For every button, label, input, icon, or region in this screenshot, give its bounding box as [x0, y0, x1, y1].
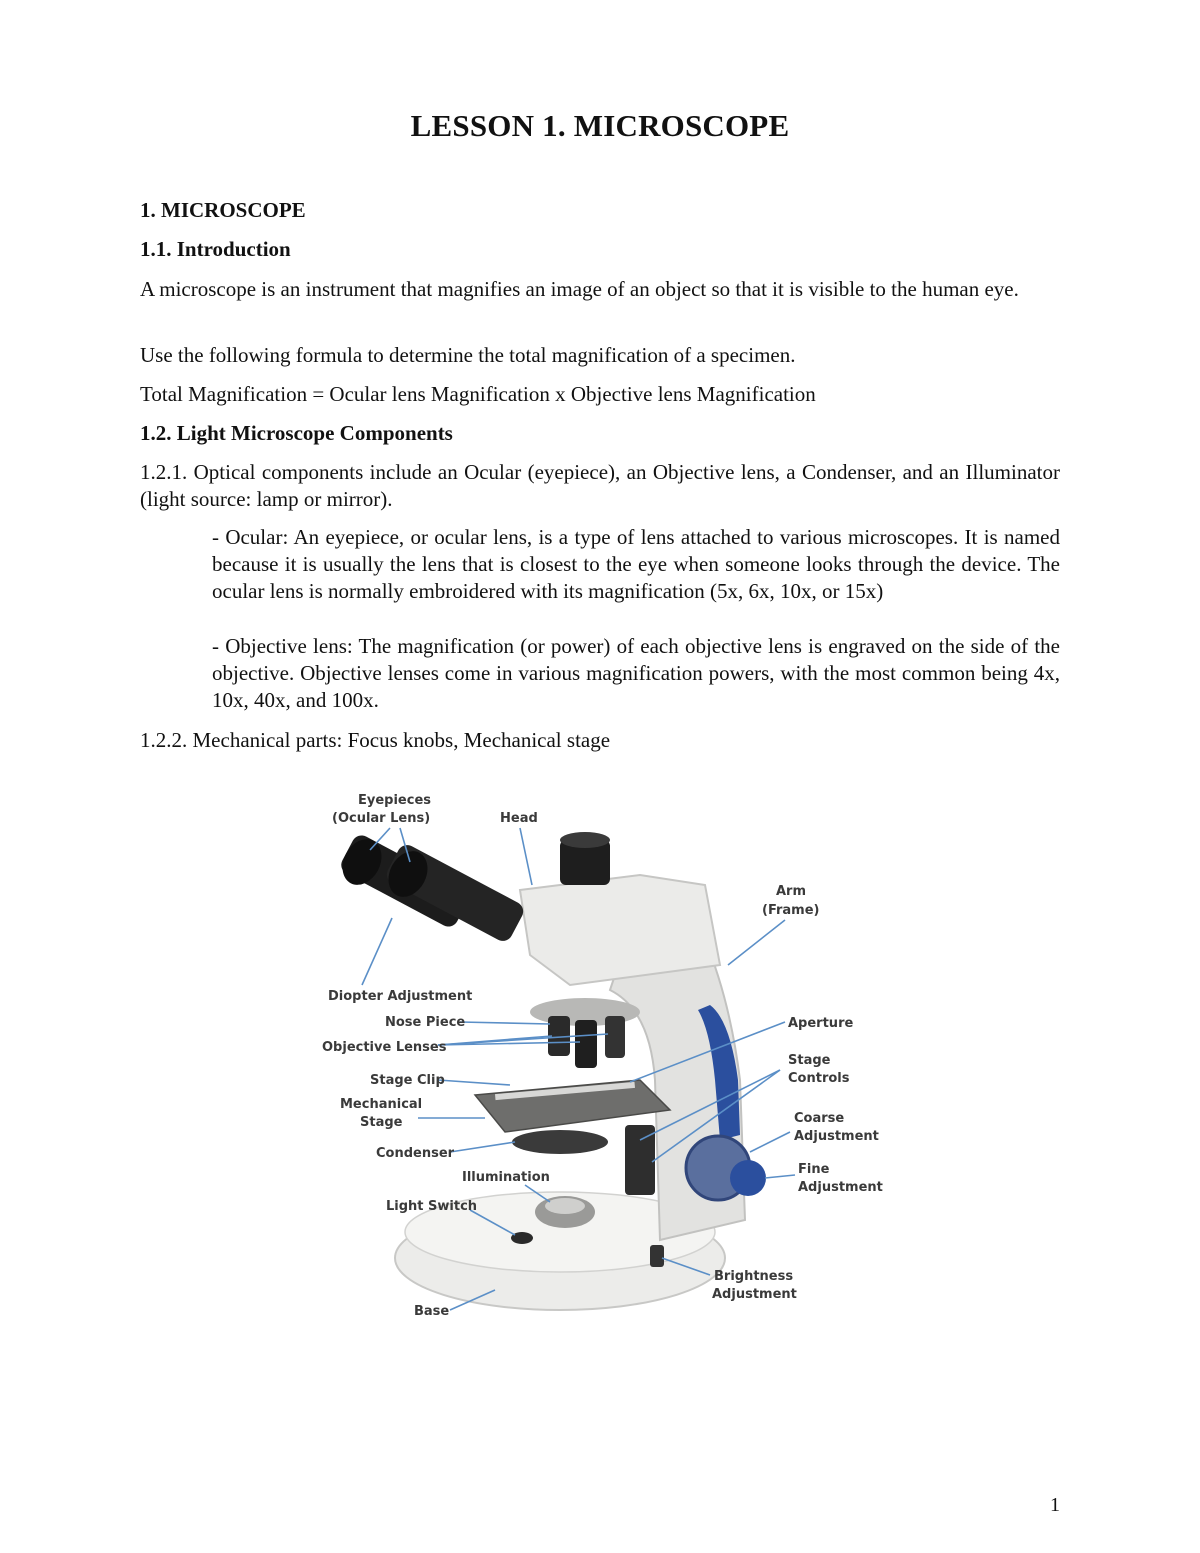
label-diopter: Diopter Adjustment: [328, 989, 473, 1004]
head-shape: [520, 875, 720, 985]
condenser-shape: [512, 1130, 608, 1154]
objective-item: - Objective lens: The magnification (or power) of each objective lens is engraved on the side of the objective. Objective lenses come in various magnification powers, with the most common being 4x, 10x, 40x, and 100x.: [212, 634, 1060, 712]
label-eyepieces-sub: (Ocular Lens): [332, 811, 431, 826]
label-eyepieces: Eyepieces: [358, 793, 432, 808]
brightness-shape: [650, 1245, 664, 1267]
objective-3: [605, 1016, 625, 1058]
lesson-title: LESSON 1. MICROSCOPE: [410, 108, 790, 143]
label-mechanical-stage-sub: Stage: [360, 1115, 403, 1130]
intro-heading: 1.1. Introduction: [140, 237, 291, 261]
optical-paragraph: 1.2.1. Optical components include an Ocular (eyepiece), an Objective lens, a Condenser, and an Illuminator (light source: lamp or mirror).: [140, 460, 1060, 511]
label-brightness: Brightness: [714, 1269, 794, 1284]
label-coarse: Coarse: [794, 1111, 845, 1126]
formula-text: Total Magnification = Ocular lens Magnification x Objective lens Magnification: [140, 382, 816, 406]
label-nose-piece: Nose Piece: [385, 1015, 466, 1030]
label-stage-controls: Stage: [788, 1053, 831, 1068]
label-fine: Fine: [798, 1162, 830, 1177]
mechanical-paragraph: 1.2.2. Mechanical parts: Focus knobs, Mechanical stage: [140, 728, 611, 752]
microscope-figure: [310, 780, 900, 1325]
label-arm: Arm: [776, 884, 807, 899]
label-aperture: Aperture: [788, 1016, 854, 1031]
label-illumination: Illumination: [462, 1170, 550, 1185]
label-brightness-sub: Adjustment: [712, 1287, 797, 1302]
label-light-switch: Light Switch: [386, 1199, 478, 1214]
label-head: Head: [500, 811, 538, 826]
page-number: 1: [1050, 1494, 1060, 1516]
label-fine-sub: Adjustment: [798, 1180, 883, 1195]
label-stage-controls-sub: Controls: [788, 1071, 850, 1086]
label-condenser: Condenser: [376, 1146, 455, 1161]
intro-paragraph: A microscope is an instrument that magnifies an image of an object so that it is visible to the human eye.: [140, 277, 1019, 301]
formula-lead: Use the following formula to determine the total magnification of a specimen.: [140, 343, 796, 367]
label-coarse-sub: Adjustment: [794, 1129, 879, 1144]
label-base: Base: [414, 1304, 450, 1319]
objective-2: [575, 1020, 597, 1068]
eyepieces-shape: [335, 832, 527, 944]
label-objective-lenses: Objective Lenses: [322, 1040, 447, 1055]
microscope-diagram: [310, 780, 900, 1325]
components-heading: 1.2. Light Microscope Components: [140, 421, 453, 445]
ocular-item: - Ocular: An eyepiece, or ocular lens, is a type of lens attached to various microscopes. It is named because it is usually the lens that is closest to the eye when someone looks through the device. The ocular lens is normally embroidered with its magnification (5x, 6x, 10x, or 15x): [212, 525, 1060, 603]
section-heading: 1. MICROSCOPE: [140, 198, 306, 222]
fine-knob: [730, 1160, 766, 1196]
label-stage-clip: Stage Clip: [370, 1073, 445, 1088]
label-arm-sub: (Frame): [762, 903, 820, 918]
label-mechanical-stage: Mechanical: [340, 1097, 423, 1112]
